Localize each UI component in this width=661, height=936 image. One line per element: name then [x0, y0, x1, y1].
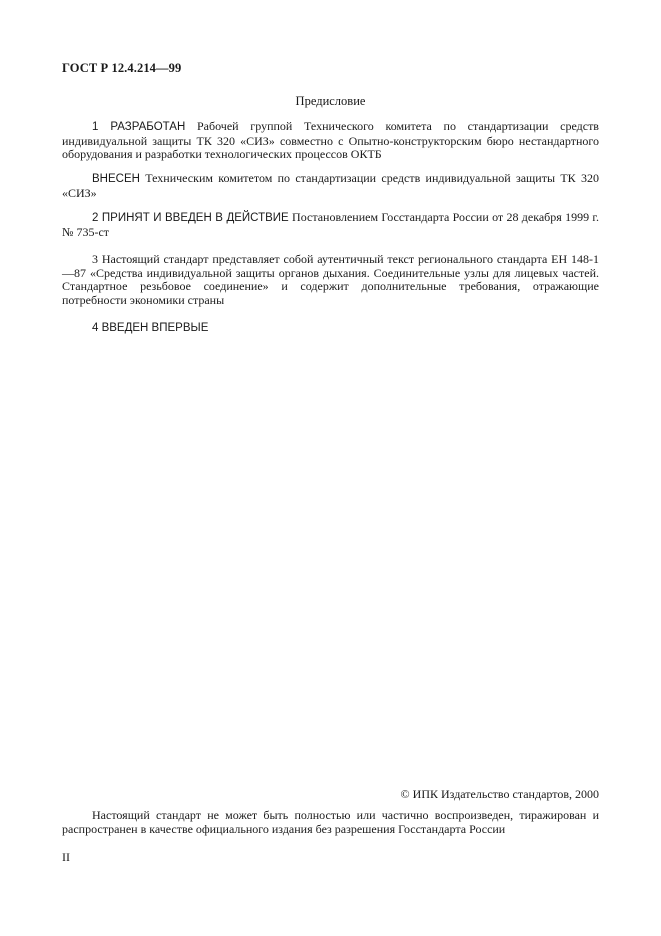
paragraph-lead: 4 ВВЕДЕН ВПЕРВЫЕ [92, 322, 209, 334]
paragraph-lead: 1 РАЗРАБОТАН [92, 121, 186, 133]
paragraph-adopted [62, 211, 599, 239]
copyright-line: © ИПК Издательство стандартов, 2000 [400, 787, 599, 801]
page-number: II [62, 850, 70, 864]
paragraph-introduced-by [62, 172, 599, 200]
paragraph-authentic-text: 3 Настоящий стандарт представляет собой аутентичный текст регионального стандарта ЕН 148-1—87 «Средства индивидуальной защиты органов дыхания. Соединительные узлы для лицевых частей. Стандартное резьбовое соединение» и содержит дополнительные требования, отражающие потребности экономики страны [62, 252, 599, 307]
paragraph-first-introduced [62, 321, 599, 336]
paragraph-text: Постановлением Госстандарта России от 28 декабря 1999 г. № 735-ст [62, 210, 599, 239]
paragraph-text: Техническим комитетом по стандартизации средств индивидуальной защиты ТК 320 «СИЗ» [62, 171, 599, 200]
section-title: Предисловие [295, 94, 366, 108]
reproduction-notice: Настоящий стандарт не может быть полностью или частично воспроизведен, тиражирован и распространен в качестве официального издания без разрешения Госстандарта России [62, 808, 599, 836]
paragraph-lead: ВНЕСЕН [92, 173, 140, 185]
paragraph-developed-by [62, 120, 599, 162]
paragraph-text: Рабочей группой Технического комитета по стандартизации средств индивидуальной защиты ТК 320 «СИЗ» совместно с Опытно-конструкторским бюро нестандартного оборудования и разработки технологических процессов ОКТБ [62, 119, 599, 162]
document-code-header: ГОСТ Р 12.4.214—99 [62, 61, 182, 75]
paragraph-lead: 2 ПРИНЯТ И ВВЕДЕН В ДЕЙСТВИЕ [92, 212, 289, 224]
